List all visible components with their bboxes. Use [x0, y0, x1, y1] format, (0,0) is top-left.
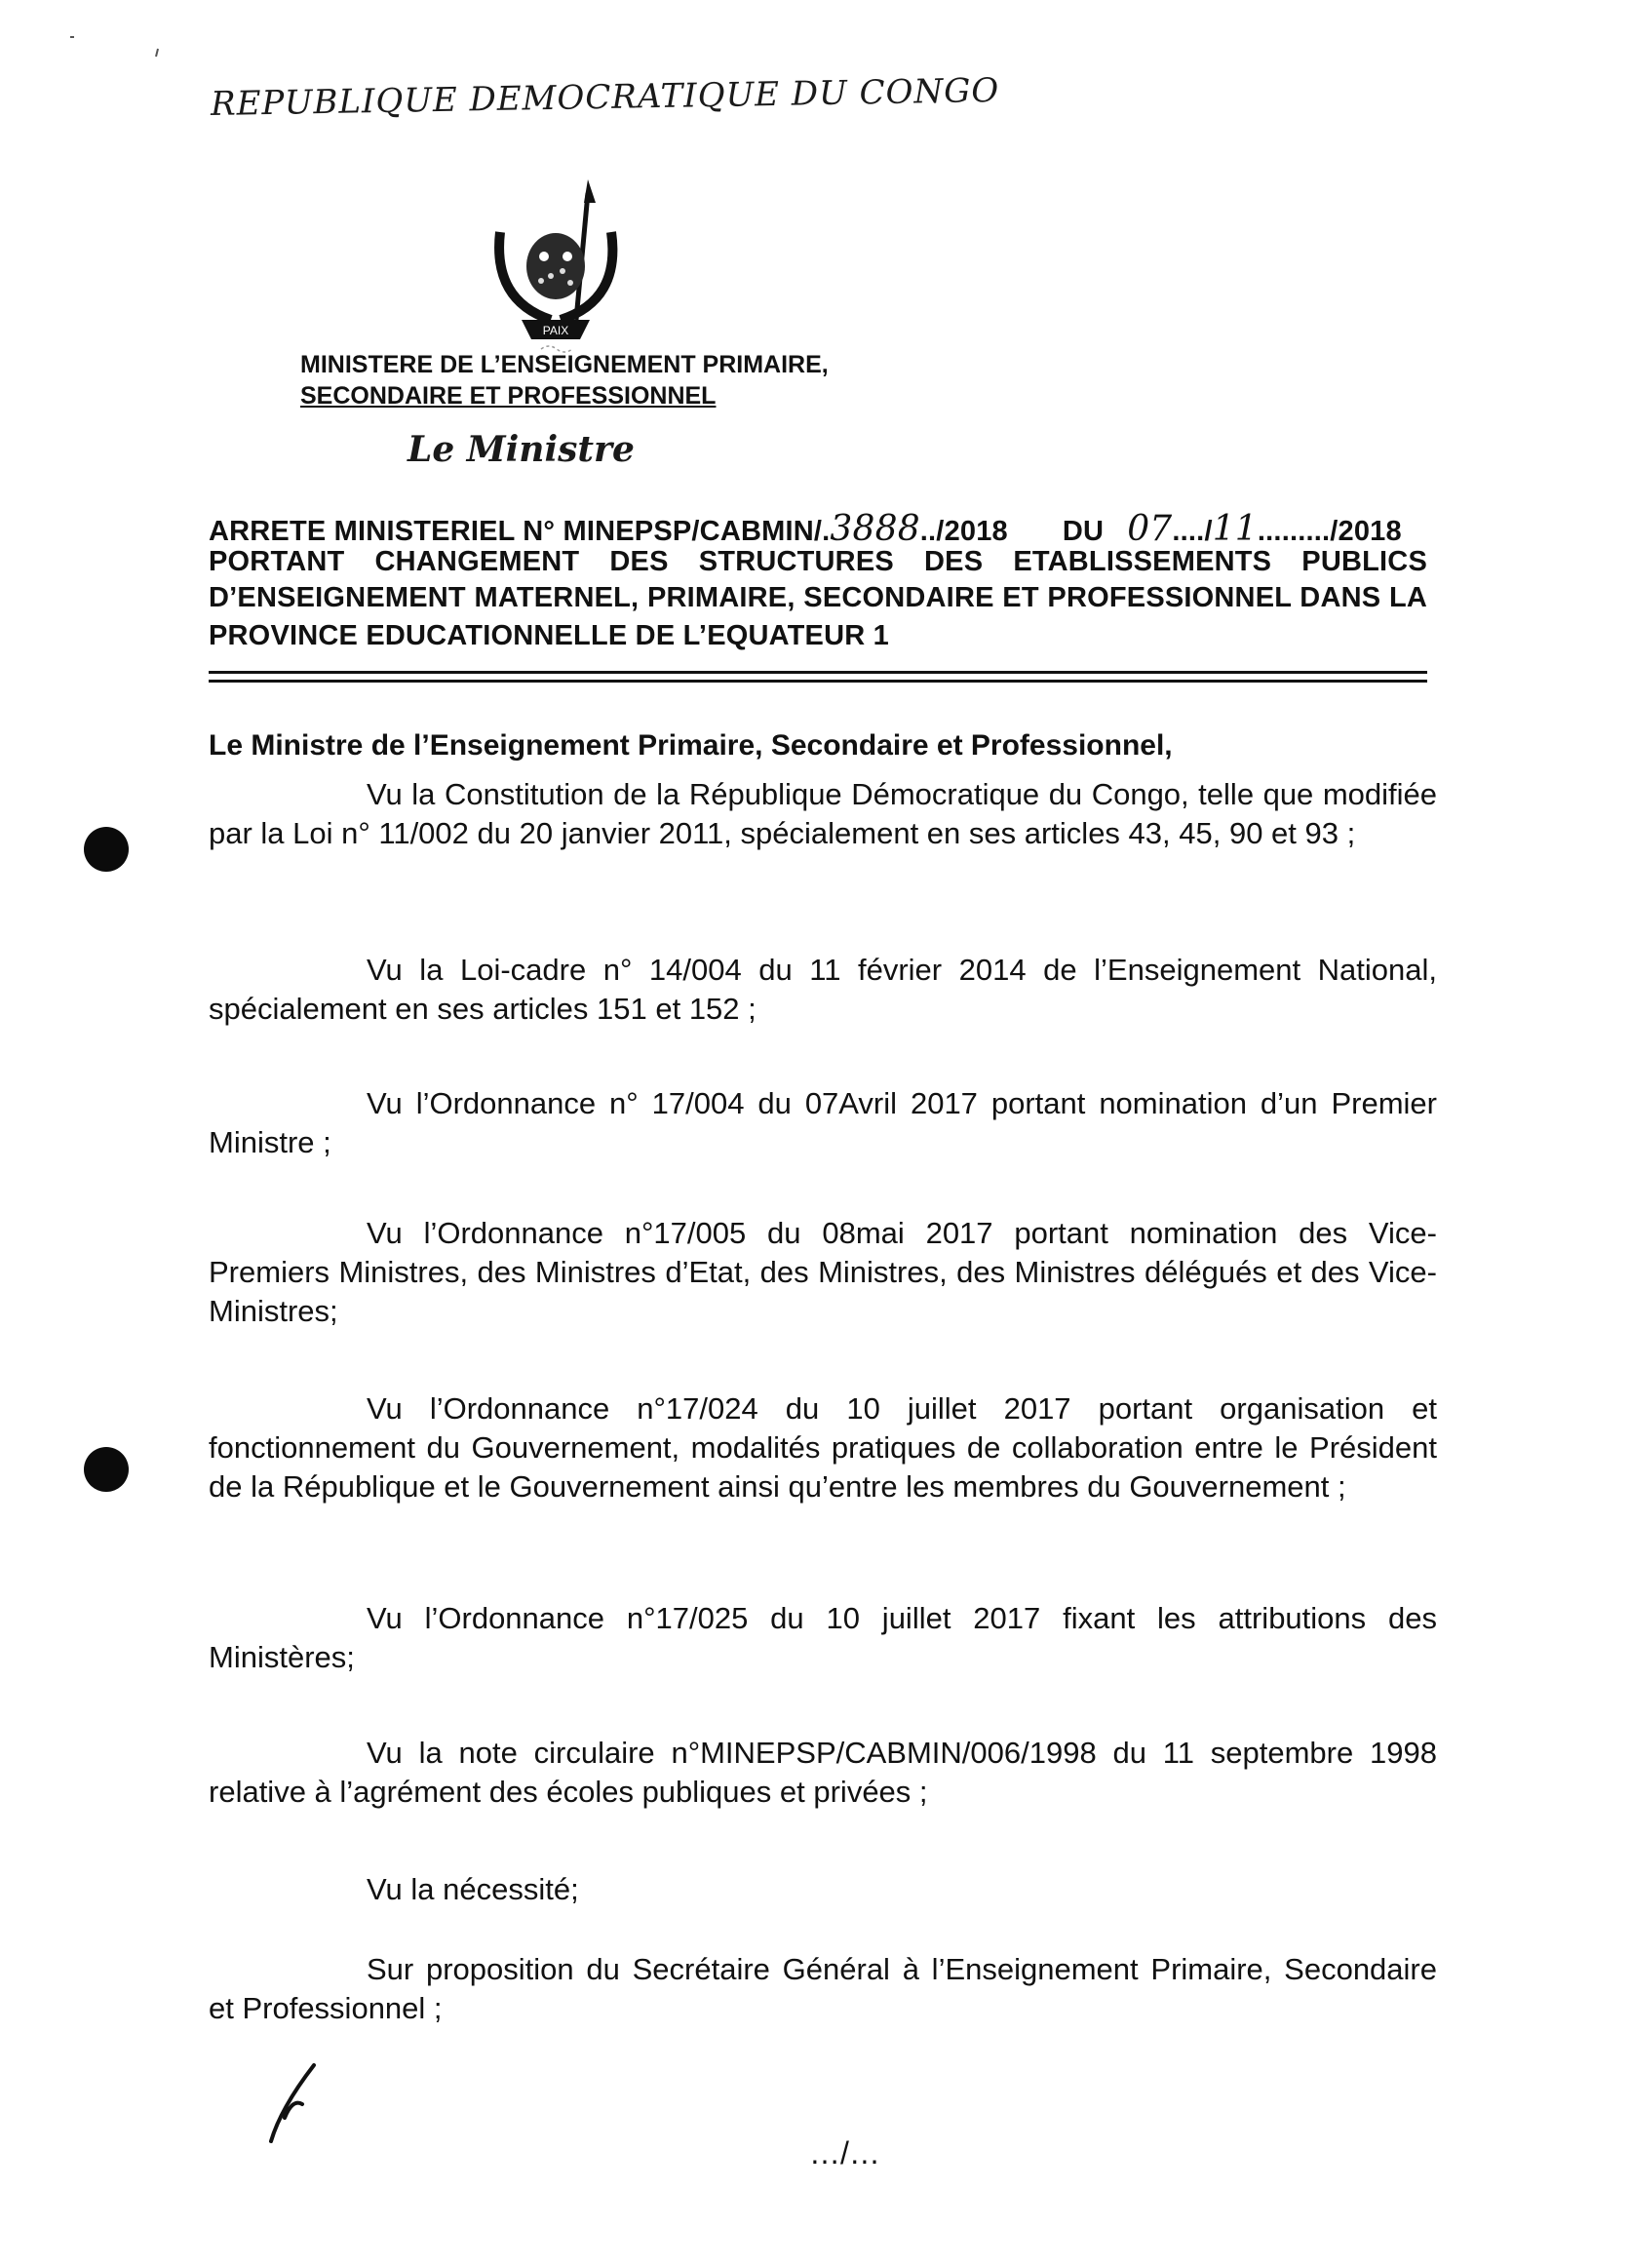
paragraph: Vu la Loi-cadre n° 14/004 du 11 février 2014 de l’Enseignement National, spécialement en ses articles 151 et 152 ;: [209, 953, 1437, 1026]
paragraph: Vu l’Ordonnance n°17/024 du 10 juillet 2017 portant organisation et fonctionnement du Gouvernement, modalités pratiques de collaboration entre le Président de la République et le Gouvernement ainsi qu’entre les membres du Gouvernement ;: [209, 1391, 1437, 1504]
paragraph: Vu la note circulaire n°MINEPSP/CABMIN/006/1998 du 11 septembre 1998 relative à l’agrément des écoles publiques et privées ;: [209, 1736, 1437, 1809]
decree-prefix: ARRETE MINISTERIEL N° MINEPSP/CABMIN/.: [209, 516, 831, 547]
paragraph: Vu l’Ordonnance n°17/005 du 08mai 2017 portant nomination des Vice-Premiers Ministres, des Ministres d’Etat, des Ministres, des Ministres délégués et des Vice-Ministres;: [209, 1216, 1437, 1328]
divider: [209, 680, 1427, 683]
punch-hole-mark: [84, 827, 129, 872]
ministry-name-line2: SECONDAIRE ET PROFESSIONNEL: [300, 382, 717, 410]
ministry-name-line1: MINISTERE DE L’ENSEIGNEMENT PRIMAIRE,: [300, 351, 829, 378]
punch-hole-mark: [84, 1447, 129, 1492]
decree-title-line1: PORTANT CHANGEMENT DES STRUCTURES DES ETABLISSEMENTS PUBLICS: [209, 546, 1427, 577]
decree-number: 3888: [830, 509, 920, 549]
minister-title: Le Ministre de l’Enseignement Primaire, Secondaire et Professionnel,: [209, 729, 1173, 762]
coat-of-arms-icon: [483, 174, 629, 359]
paragraph: Vu la nécessité;: [367, 1872, 579, 1906]
handwritten-initial: [263, 2059, 331, 2147]
decree-date-year: /2018: [1330, 516, 1402, 547]
paragraph: Vu l’Ordonnance n°17/025 du 10 juillet 2017 fixant les attributions des Ministères;: [209, 1601, 1437, 1674]
decree-title-line3: PROVINCE EDUCATIONNELLE DE L’EQUATEUR 1: [209, 620, 889, 651]
divider: [209, 671, 1427, 674]
decree-month: 11: [1212, 509, 1258, 549]
paragraph: Vu la Constitution de la République Démocratique du Congo, telle que modifiée par la Loi n° 11/002 du 20 janvier 2011, spécialement en ses articles 43, 45, 90 et 93 ;: [209, 777, 1437, 850]
decree-title-line2: D’ENSEIGNEMENT MATERNEL, PRIMAIRE, SECONDAIRE ET PROFESSIONNEL DANS LA: [209, 582, 1427, 613]
decree-year: ../2018: [919, 516, 1008, 547]
seal-text: PAIX: [542, 324, 569, 337]
scan-marks: [39, 20, 175, 68]
paragraph: Vu l’Ordonnance n° 17/004 du 07Avril 2017 portant nomination d’un Premier Ministre ;: [209, 1086, 1437, 1159]
du-label: DU: [1062, 516, 1105, 547]
country-heading: REPUBLIQUE DEMOCRATIQUE DU CONGO: [210, 70, 1000, 125]
paragraph: Sur proposition du Secrétaire Général à l’Enseignement Primaire, Secondaire et Professionnel ;: [209, 1952, 1437, 2025]
decree-reference: ARRETE MINISTERIEL N° MINEPSP/CABMIN/.3888../2018 DU 07..../11........./2018: [209, 509, 1402, 549]
signatory-heading: Le Ministre: [408, 429, 635, 470]
page-continuation: …/…: [809, 2135, 880, 2170]
decree-day: 07: [1127, 509, 1173, 549]
